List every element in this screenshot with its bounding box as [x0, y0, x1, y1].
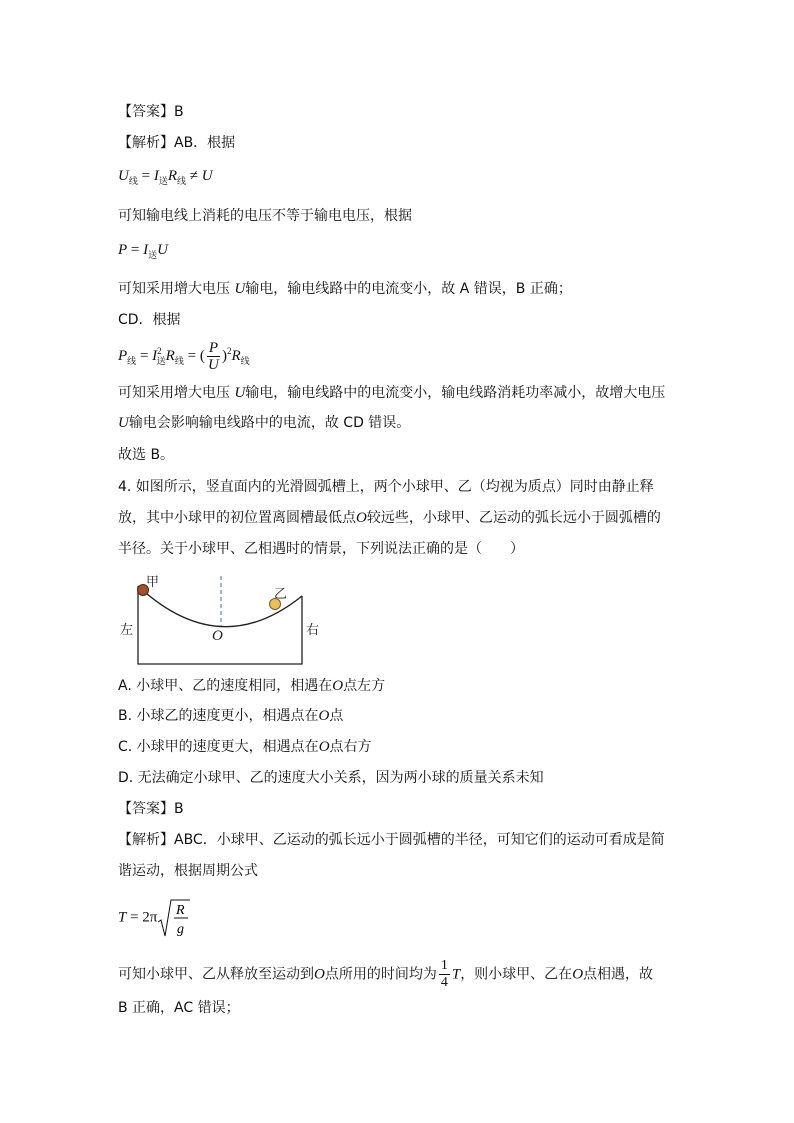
- sqrt-sign: [157, 898, 191, 938]
- arc-groove-diagram: [118, 574, 328, 666]
- label-jia: 甲: [146, 575, 160, 590]
- answer-label: 【答案】B: [118, 104, 184, 120]
- question4-line3: 半径。关于小球甲、乙相遇时的情景，下列说法正确的是（ ）: [118, 541, 524, 557]
- analysis-intro: 【解析】AB．根据: [118, 135, 236, 151]
- option-d: D. 无法确定小球甲、乙的速度大小关系，因为两小球的质量关系未知: [118, 770, 544, 786]
- option-c: C. 小球甲的速度更大，相遇点在O点右方: [118, 739, 372, 755]
- label-o: O: [212, 628, 223, 644]
- text-voltage: 可知输电线上消耗的电压不等于输电电压，根据: [118, 208, 412, 224]
- label-yi: 乙: [274, 587, 288, 602]
- option-b: B. 小球乙的速度更小，相遇点在O点: [118, 708, 344, 724]
- analysis2-line2: 谐运动，根据周期公式: [118, 863, 258, 879]
- question4-line2: 放，其中小球甲的初位置离圆槽最低点O较远些，小球甲、乙运动的弧长远小于圆弧槽的: [118, 510, 661, 526]
- text-power-c: U输电会影响输电线路中的电流，故 CD 错误。: [118, 415, 411, 431]
- equation-power: $P = I_送U$: [118, 242, 168, 260]
- option-a: A. 小球甲、乙的速度相同，相遇在O点左方: [118, 678, 386, 694]
- label-right: 右: [306, 623, 320, 638]
- label-left: 左: [120, 623, 134, 638]
- sqrt-num: R: [176, 903, 185, 918]
- choose-answer: 故选 B。: [118, 447, 175, 463]
- analysis2-line1: 【解析】ABC．小球甲、乙运动的弧长远小于圆弧槽的半径，可知它们的运动可看成是简: [118, 832, 665, 848]
- equation-line-power: $P_线 = I^2_送R_线$ = ( $\frac{P}{U}$ )$^2R_线$: [118, 340, 250, 373]
- cd-intro: CD．根据: [118, 312, 181, 328]
- text-power-a: 可知采用增大电压 U输电，输电线路中的电流变小，输电线路消耗功率减小，故增大电压: [118, 385, 666, 401]
- sqrt-den: g: [177, 922, 185, 937]
- final-line2: B 正确，AC 错误；: [118, 1000, 240, 1016]
- equation-voltage-loss: $U_线 = I_送R_线 \ne U$: [118, 168, 213, 186]
- question4-line1: 4. 如图所示，竖直面内的光滑圆弧槽上，两个小球甲、乙（均视为质点）同时由静止释: [118, 479, 654, 495]
- answer2-label: 【答案】B: [118, 801, 184, 817]
- text-current: 可知采用增大电压 U输电，输电线路中的电流变小，故 A 错误，B 正确；: [118, 281, 572, 297]
- equation-period: T = 2π R g: [118, 898, 191, 938]
- final-line1: 可知小球甲、乙从释放至运动到O点所用的时间均为 $\frac{1}{4}$ T，则小球甲、乙在O点相遇，故: [118, 958, 654, 990]
